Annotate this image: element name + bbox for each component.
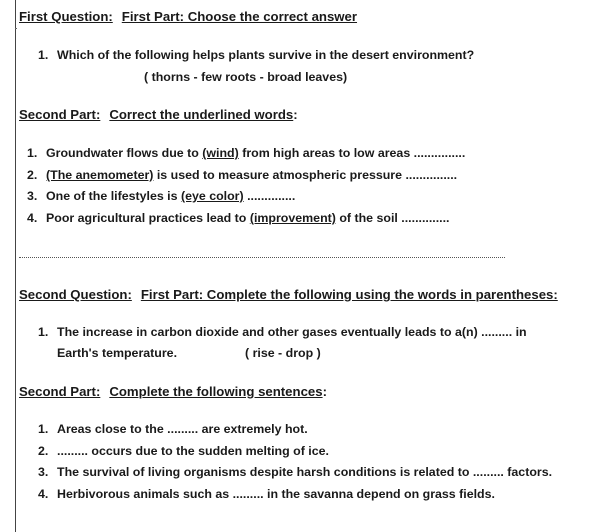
q1p2-item-2: 2. (The anemometer) is used to measure atmospheric pressure ............... <box>27 168 458 182</box>
q2-choices: ( rise - drop ) <box>245 346 321 360</box>
q2p2-item-3: 3. The survival of living organisms despite harsh conditions is related to ......... factors. <box>38 465 553 479</box>
q2-item-1-line2: Earth's temperature. <box>57 346 178 360</box>
first-part-label: First Part: Choose the correct answer <box>121 9 358 24</box>
q1p2-item-3: 3. One of the lifestyles is (eye color) .............. <box>27 189 296 203</box>
section-separator <box>19 257 505 258</box>
q2p2-item-4: 4. Herbivorous animals such as ......... in the savanna depend on grass fields. <box>38 487 495 501</box>
q2p2-item-2: 2. ......... occurs due to the sudden melting of ice. <box>38 444 329 458</box>
left-border <box>15 0 16 532</box>
q2-second-part-header: Second Part: Complete the following sentences: <box>19 384 327 399</box>
q1-choices: ( thorns - few roots - broad leaves) <box>144 70 348 84</box>
header-rule <box>15 28 17 29</box>
q1-item-1: 1. Which of the following helps plants survive in the desert environment? <box>38 48 475 62</box>
q1p2-item-1: 1. Groundwater flows due to (wind) from high areas to low areas ............... <box>27 146 466 160</box>
first-question-label: First Question: <box>19 9 113 24</box>
second-question-header: Second Question: First Part: Complete the following using the words in parentheses: <box>19 287 558 302</box>
first-question-header <box>19 9 357 24</box>
q2-item-1: 1. The increase in carbon dioxide and other gases eventually leads to a(n) ......... in <box>38 325 527 339</box>
q1p2-item-4: 4. Poor agricultural practices lead to (improvement) of the soil .............. <box>27 211 450 225</box>
q1-second-part-header: Second Part: Correct the underlined words: <box>19 107 298 122</box>
q2p2-item-1: 1. Areas close to the ......... are extremely hot. <box>38 422 308 436</box>
